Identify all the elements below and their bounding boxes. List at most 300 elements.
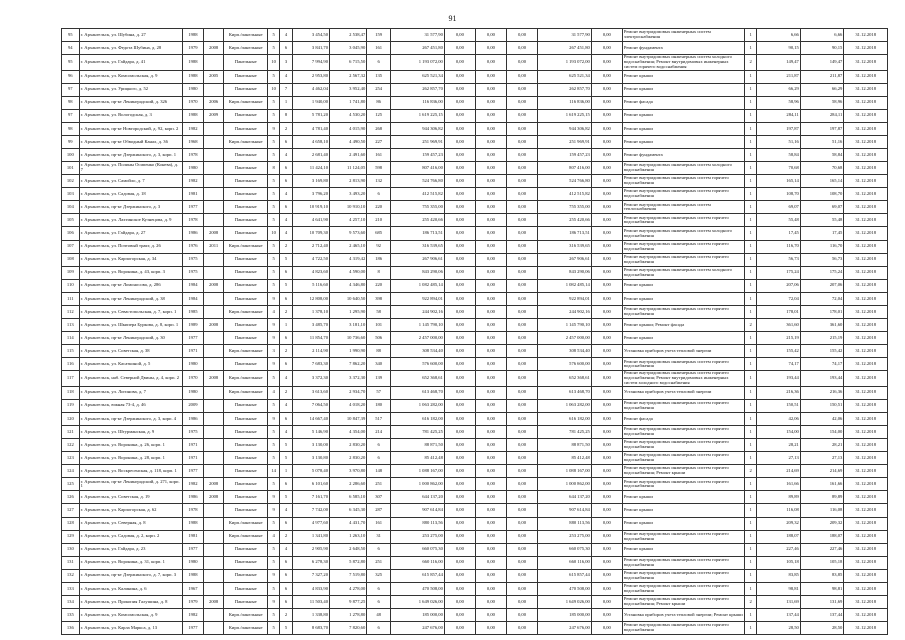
cell-o2: 0,00: [591, 465, 622, 478]
cell-own: 652 368,61: [538, 371, 592, 386]
cell-a2: 4 319,42: [330, 253, 367, 266]
cell-f2: 0,00: [475, 622, 506, 635]
cell-o2: 0,00: [591, 240, 622, 253]
table-row: [62, 543, 888, 556]
cell-f1: 0,00: [444, 55, 475, 70]
cell-yr: 2008: [203, 279, 224, 292]
cell-yb: 1980: [183, 556, 204, 569]
cell-cnt: 1: [744, 399, 756, 412]
cell-n: 127: [62, 504, 80, 517]
cell-a2: 3 181,10: [330, 319, 367, 332]
cell-date: 31.12.2018: [844, 345, 888, 358]
cell-cnt: 2: [744, 319, 756, 332]
cell-en: 6: [280, 42, 292, 55]
cell-wall: Панельные: [224, 175, 267, 188]
cell-n: 98: [62, 96, 80, 109]
cell-work: Ремонт крыши: [622, 70, 744, 83]
cell-fl: 4: [267, 530, 279, 543]
cell-cnt: 1: [744, 149, 756, 162]
cell-work: Ремонт внутридомовых инженерных систем холодного водоснабжения: [622, 227, 744, 240]
cell-a1: 3 841,70: [292, 42, 329, 55]
cell-a2: 4 530,20: [330, 109, 367, 122]
table-row: [62, 595, 888, 608]
cell-total: 470 508,00: [391, 582, 445, 595]
cell-a1: 7 994,90: [292, 55, 329, 70]
cell-o2: 0,00: [591, 135, 622, 148]
cell-a2: 3 493,20: [330, 188, 367, 201]
cell-yb: 1980: [183, 386, 204, 399]
cell-addr: г. Архангельск, ул. Садовая, д. 2, корп. 2: [79, 530, 183, 543]
cell-total: 2 457 000,00: [391, 332, 445, 345]
cell-date: 31.12.2018: [844, 582, 888, 595]
cell-f2: 0,00: [475, 332, 506, 345]
cell-work: Ремонт внутридомовых инженерных систем горячего водоснабжения: [622, 214, 744, 227]
cell-total: 781 425,25: [391, 425, 445, 438]
cell-fl: 5: [267, 201, 279, 214]
cell-wall: Панельные: [224, 122, 267, 135]
cell-p1: 193,44: [757, 371, 800, 386]
cell-p1: 6,66: [757, 29, 800, 42]
cell-res: 210: [367, 214, 391, 227]
cell-own: 755 355,00: [538, 201, 592, 214]
cell-cnt: 1: [744, 201, 756, 214]
table-row: [62, 425, 888, 438]
cell-res: 6: [367, 582, 391, 595]
cell-yr: [203, 266, 224, 279]
cell-yr: [203, 332, 224, 345]
cell-yb: 1970: [183, 371, 204, 386]
cell-p2: 116,70: [800, 240, 843, 253]
cell-res: 92: [367, 240, 391, 253]
cell-addr: г. Архангельск, ул. Полины Осипенко (Конева), д. 7: [79, 162, 183, 175]
cell-cnt: 1: [744, 70, 756, 83]
cell-o2: 0,00: [591, 55, 622, 70]
cell-en: 5: [280, 491, 292, 504]
cell-p2: 42,06: [800, 412, 843, 425]
cell-p1: 175,24: [757, 266, 800, 279]
cell-f3: 0,00: [506, 227, 537, 240]
cell-o2: 0,00: [591, 149, 622, 162]
cell-res: 506: [367, 332, 391, 345]
cell-fl: 5: [267, 478, 279, 491]
cell-wall: Панельные: [224, 292, 267, 305]
cell-en: 6: [280, 332, 292, 345]
cell-o2: 0,00: [591, 70, 622, 83]
cell-a1: 4 462,04: [292, 83, 329, 96]
cell-res: 598: [367, 162, 391, 175]
cell-f1: 0,00: [444, 556, 475, 569]
cell-f2: 0,00: [475, 175, 506, 188]
cell-p2: 6,66: [800, 29, 843, 42]
cell-wall: Панельные: [224, 332, 267, 345]
cell-n: 97: [62, 83, 80, 96]
cell-work: Ремонт внутридомовых инженерных систем горячего водоснабжения: [622, 425, 744, 438]
cell-f3: 0,00: [506, 201, 537, 214]
cell-total: 613 468,70: [391, 386, 445, 399]
cell-f3: 0,00: [506, 253, 537, 266]
cell-n: 109: [62, 266, 80, 279]
cell-yr: [203, 358, 224, 371]
cell-en: 6: [280, 556, 292, 569]
cell-res: 251: [367, 556, 391, 569]
cell-res: 48: [367, 609, 391, 622]
cell-res: 180: [367, 399, 391, 412]
cell-n: 96: [62, 70, 80, 83]
cell-f1: 0,00: [444, 491, 475, 504]
cell-wall: Панельные: [224, 70, 267, 83]
cell-a2: 5 872,80: [330, 556, 367, 569]
cell-yr: [203, 188, 224, 201]
cell-wall: Панельные: [224, 465, 267, 478]
cell-wall: Панельные: [224, 569, 267, 582]
cell-res: 685: [367, 227, 391, 240]
cell-work: Ремонт внутридомовых инженерных систем горячего водоснабжения: [622, 622, 744, 635]
cell-n: 115: [62, 345, 80, 358]
cell-f2: 0,00: [475, 305, 506, 318]
cell-total: 159 457,23: [391, 149, 445, 162]
cell-work: Ремонт внутридомовых инженерных систем горячего водоснабжения: [622, 582, 744, 595]
cell-yb: 1982: [183, 609, 204, 622]
cell-cnt: 1: [744, 412, 756, 425]
cell-total: 251 969,91: [391, 135, 445, 148]
cell-yr: [203, 582, 224, 595]
cell-addr: г. Архангельск, ул. Советская, д. 38: [79, 345, 183, 358]
cell-addr: г. Архангельск, ул. Калинина, д. 6: [79, 582, 183, 595]
cell-a2: 10 640,50: [330, 292, 367, 305]
cell-own: 251 969,91: [538, 135, 592, 148]
cell-own: 255 420,66: [538, 214, 592, 227]
cell-fl: 5: [267, 109, 279, 122]
cell-total: 412 515,82: [391, 188, 445, 201]
cell-work: Ремонт крыши: [622, 122, 744, 135]
cell-n: 94: [62, 42, 80, 55]
cell-total: 267 906,61: [391, 253, 445, 266]
cell-o2: 0,00: [591, 358, 622, 371]
cell-p1: 28,21: [757, 439, 800, 452]
cell-own: 262 857,70: [538, 83, 592, 96]
cell-a2: 4 590,00: [330, 266, 367, 279]
cell-date: 31.12.2018: [844, 149, 888, 162]
cell-yb: 1986: [183, 227, 204, 240]
cell-a1: 5 078,40: [292, 465, 329, 478]
cell-total: 660 116,00: [391, 556, 445, 569]
table-row: [62, 201, 888, 214]
cell-fl: 5: [267, 42, 279, 55]
cell-n: 134: [62, 595, 80, 608]
cell-addr: г. Архангельск, ул. Карпогорская, д. 62: [79, 504, 183, 517]
table-row: [62, 253, 888, 266]
cell-f2: 0,00: [475, 279, 506, 292]
cell-wall: Кирп./панельные: [224, 386, 267, 399]
cell-fl: 9: [267, 332, 279, 345]
cell-res: 101: [367, 319, 391, 332]
cell-work: Ремонт фундамента: [622, 149, 744, 162]
cell-total: 807 416,00: [391, 162, 445, 175]
cell-a2: 3 372,30: [330, 371, 367, 386]
cell-a1: 8 683,70: [292, 622, 329, 635]
cell-work: Ремонт крыши: [622, 109, 744, 122]
cell-work: Установка приборов учета тепловой энергии: [622, 386, 744, 399]
cell-f1: 0,00: [444, 439, 475, 452]
cell-o2: 0,00: [591, 96, 622, 109]
cell-addr: г. Архангельск, пр-кт Дзержинского, д. 3, корп. 1: [79, 149, 183, 162]
cell-own: 267 906,61: [538, 253, 592, 266]
cell-p2: 69,07: [800, 201, 843, 214]
cell-date: 31.12.2018: [844, 55, 888, 70]
cell-own: 576 600,00: [538, 358, 592, 371]
cell-own: 907 614,84: [538, 504, 592, 517]
table-row: [62, 504, 888, 517]
cell-work: Ремонт крыши: [622, 517, 744, 530]
cell-f3: 0,00: [506, 83, 537, 96]
cell-fl: 5: [267, 399, 279, 412]
cell-f3: 0,00: [506, 55, 537, 70]
cell-n: 129: [62, 530, 80, 543]
cell-work: Ремонт крыши: [622, 504, 744, 517]
cell-total: 247 676,00: [391, 622, 445, 635]
cell-res: 139: [367, 371, 391, 386]
cell-yr: 2008: [203, 595, 224, 608]
cell-f2: 0,00: [475, 439, 506, 452]
cell-p2: 211,87: [800, 70, 843, 83]
cell-a1: 3 613,60: [292, 386, 329, 399]
cell-yb: 1988: [183, 517, 204, 530]
cell-f1: 0,00: [444, 543, 475, 556]
cell-work: Ремонт внутридомовых инженерных систем электроснабжения: [622, 29, 744, 42]
cell-f1: 0,00: [444, 149, 475, 162]
cell-f1: 0,00: [444, 201, 475, 214]
cell-cnt: 1: [744, 227, 756, 240]
cell-res: 161: [367, 517, 391, 530]
cell-wall: Панельные: [224, 149, 267, 162]
cell-f1: 0,00: [444, 227, 475, 240]
cell-date: 31.12.2018: [844, 386, 888, 399]
cell-o2: 0,00: [591, 253, 622, 266]
cell-a2: 4 354,00: [330, 425, 367, 438]
cell-f2: 0,00: [475, 149, 506, 162]
cell-addr: г. Архангельск, наб. Северной Двины, д. 4, корп. 2: [79, 371, 183, 386]
table-row: [62, 439, 888, 452]
cell-date: 31.12.2018: [844, 279, 888, 292]
cell-p1: 89,89: [757, 491, 800, 504]
cell-date: 31.12.2018: [844, 122, 888, 135]
cell-a2: 7 519,80: [330, 569, 367, 582]
cell-total: 255 420,66: [391, 214, 445, 227]
cell-f3: 0,00: [506, 412, 537, 425]
cell-wall: Панельные: [224, 556, 267, 569]
cell-total: 615 857,44: [391, 569, 445, 582]
cell-p1: 227,46: [757, 543, 800, 556]
cell-yb: 1979: [183, 42, 204, 55]
cell-f2: 0,00: [475, 569, 506, 582]
table-row: [62, 345, 888, 358]
cell-work: Ремонт внутридомовых инженерных систем горячего водоснабжения: [622, 530, 744, 543]
cell-yb: 1968: [183, 135, 204, 148]
cell-f3: 0,00: [506, 42, 537, 55]
cell-f2: 0,00: [475, 188, 506, 201]
cell-work: Ремонт внутридомовых инженерных систем горячего водоснабжения: [622, 358, 744, 371]
cell-res: 57: [367, 386, 391, 399]
cell-yb: 1988: [183, 569, 204, 582]
cell-cnt: 1: [744, 214, 756, 227]
cell-res: 325: [367, 569, 391, 582]
cell-p1: 28,50: [757, 622, 800, 635]
cell-f3: 0,00: [506, 70, 537, 83]
cell-fl: 8: [267, 162, 279, 175]
cell-date: 31.12.2018: [844, 543, 888, 556]
cell-yb: 2009: [183, 399, 204, 412]
cell-n: 106: [62, 227, 80, 240]
cell-p2: 207,06: [800, 279, 843, 292]
cell-f1: 0,00: [444, 70, 475, 83]
cell-fl: 10: [267, 83, 279, 96]
cell-o2: 0,00: [591, 332, 622, 345]
cell-fl: 5: [267, 582, 279, 595]
cell-yr: 2008: [203, 319, 224, 332]
cell-yb: 1975: [183, 253, 204, 266]
cell-total: 1 000 862,00: [391, 478, 445, 491]
table-row: [62, 279, 888, 292]
cell-yr: [203, 175, 224, 188]
cell-res: 6: [367, 452, 391, 465]
cell-total: 1 649 026,00: [391, 595, 445, 608]
cell-own: 1 145 790,10: [538, 319, 592, 332]
cell-date: 31.12.2018: [844, 175, 888, 188]
cell-work: Установка приборов учета тепловой энергии: [622, 345, 744, 358]
cell-own: 88 871,50: [538, 439, 592, 452]
table-row: [62, 305, 888, 318]
cell-p2: 214,69: [800, 465, 843, 478]
cell-p2: 209,32: [800, 517, 843, 530]
cell-cnt: 1: [744, 386, 756, 399]
cell-en: 6: [280, 266, 292, 279]
cell-p1: 17,45: [757, 227, 800, 240]
table-row: [62, 266, 888, 279]
cell-p2: 165,14: [800, 175, 843, 188]
cell-en: 4: [280, 543, 292, 556]
cell-yb: 1978: [183, 504, 204, 517]
cell-yr: [203, 569, 224, 582]
cell-yr: [203, 622, 224, 635]
cell-f2: 0,00: [475, 253, 506, 266]
cell-a2: 2 567,32: [330, 70, 367, 83]
cell-en: 6: [280, 292, 292, 305]
cell-own: 316 539,65: [538, 240, 592, 253]
cell-a1: 4 781,40: [292, 122, 329, 135]
cell-en: 2: [280, 386, 292, 399]
cell-p1: 70,68: [757, 162, 800, 175]
cell-p1: 51,16: [757, 135, 800, 148]
cell-f2: 0,00: [475, 609, 506, 622]
table-row: [62, 122, 888, 135]
cell-f2: 0,00: [475, 425, 506, 438]
cell-o2: 0,00: [591, 530, 622, 543]
cell-addr: г. Архангельск, ул. Шубина, д. 27: [79, 29, 183, 42]
cell-f3: 0,00: [506, 439, 537, 452]
cell-date: 31.12.2018: [844, 412, 888, 425]
cell-f2: 0,00: [475, 582, 506, 595]
cell-yr: [203, 425, 224, 438]
cell-p1: 188,07: [757, 530, 800, 543]
cell-date: 31.12.2018: [844, 214, 888, 227]
cell-total: 253 275,00: [391, 530, 445, 543]
cell-cnt: 1: [744, 122, 756, 135]
cell-yb: 1988: [183, 109, 204, 122]
cell-total: 262 857,70: [391, 83, 445, 96]
table-row: [62, 29, 888, 42]
cell-addr: г. Архангельск, ул. Прокопия Галушина, д. 8: [79, 595, 183, 608]
cell-date: 31.12.2018: [844, 530, 888, 543]
cell-wall: Панельные: [224, 279, 267, 292]
cell-f1: 0,00: [444, 386, 475, 399]
cell-cnt: 1: [744, 517, 756, 530]
cell-a1: 1 378,10: [292, 305, 329, 318]
cell-f3: 0,00: [506, 122, 537, 135]
cell-f2: 0,00: [475, 83, 506, 96]
cell-cnt: 1: [744, 358, 756, 371]
cell-o2: 0,00: [591, 609, 622, 622]
cell-a2: 6 585,10: [330, 491, 367, 504]
cell-p2: 83,85: [800, 569, 843, 582]
cell-a2: 9 877,25: [330, 595, 367, 608]
cell-n: 101: [62, 162, 80, 175]
cell-cnt: 1: [744, 371, 756, 386]
cell-o2: 0,00: [591, 29, 622, 42]
cell-a2: 2 491,60: [330, 149, 367, 162]
cell-n: 121: [62, 425, 80, 438]
cell-total: 644 137,20: [391, 491, 445, 504]
cell-yb: 1982: [183, 122, 204, 135]
cell-f2: 0,00: [475, 55, 506, 70]
cell-fl: 5: [267, 135, 279, 148]
cell-yr: [203, 465, 224, 478]
cell-o2: 0,00: [591, 622, 622, 635]
cell-addr: г. Архангельск, южная 73-4, д. 46: [79, 399, 183, 412]
cell-wall: Кирп./панельные: [224, 371, 267, 386]
cell-n: 100: [62, 149, 80, 162]
cell-date: 31.12.2018: [844, 399, 888, 412]
cell-work: Установка приборов учета тепловой энергии; Ремонт крыши: [622, 609, 744, 622]
cell-total: 660 075,30: [391, 543, 445, 556]
cell-p1: 284,11: [757, 109, 800, 122]
cell-a1: 4 722,50: [292, 253, 329, 266]
cell-f3: 0,00: [506, 543, 537, 556]
cell-a2: 4 490,50: [330, 135, 367, 148]
cell-wall: Панельные: [224, 319, 267, 332]
cell-res: 58: [367, 305, 391, 318]
cell-cnt: 1: [744, 491, 756, 504]
cell-yr: 2008: [203, 371, 224, 386]
cell-en: 2: [280, 530, 292, 543]
cell-addr: г. Архангельск, ул. Логинова, д. 7: [79, 386, 183, 399]
cell-cnt: 1: [744, 109, 756, 122]
cell-yr: [203, 29, 224, 42]
cell-f1: 0,00: [444, 530, 475, 543]
cell-own: 660 116,00: [538, 556, 592, 569]
cell-addr: г. Архангельск, пр-кт Ленинградский, д. 30: [79, 332, 183, 345]
cell-fl: 5: [267, 96, 279, 109]
table-row: [62, 175, 888, 188]
cell-p2: 17,45: [800, 227, 843, 240]
cell-own: 1 000 862,00: [538, 478, 592, 491]
cell-f2: 0,00: [475, 292, 506, 305]
cell-p1: 161,66: [757, 478, 800, 491]
cell-p2: 154,00: [800, 425, 843, 438]
table-row: [62, 96, 888, 109]
cell-date: 31.12.2018: [844, 622, 888, 635]
cell-yb: 1988: [183, 55, 204, 70]
cell-n: 113: [62, 319, 80, 332]
